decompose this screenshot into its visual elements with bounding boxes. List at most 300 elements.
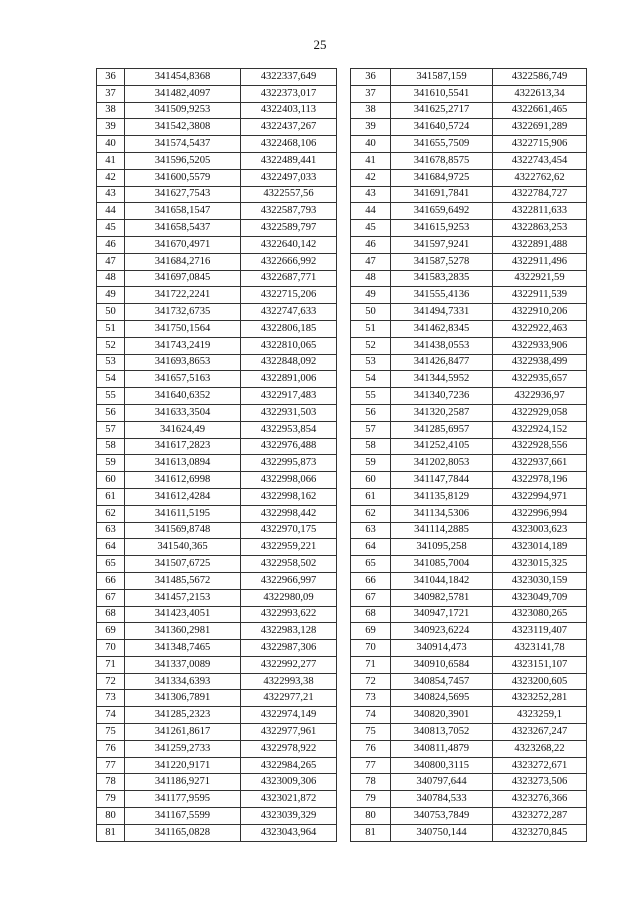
table-row xyxy=(97,119,337,136)
y-coordinate-cell: 4322924,152 xyxy=(493,421,587,438)
table-row xyxy=(97,388,337,405)
page-number: 25 xyxy=(313,37,327,52)
x-coordinate-cell: 341285,2323 xyxy=(125,707,241,724)
x-coordinate-cell: 341574,5437 xyxy=(125,136,241,153)
table-row xyxy=(97,337,337,354)
point-number-cell: 52 xyxy=(351,337,391,354)
x-coordinate-cell: 341610,5541 xyxy=(391,85,493,102)
point-number-cell: 39 xyxy=(97,119,125,136)
point-number-cell: 45 xyxy=(351,220,391,237)
point-number-cell: 56 xyxy=(351,404,391,421)
y-coordinate-cell: 4323080,265 xyxy=(493,606,587,623)
table-row xyxy=(351,69,587,86)
table-row xyxy=(97,203,337,220)
table-row xyxy=(97,707,337,724)
y-coordinate-cell: 4323021,872 xyxy=(241,791,337,808)
x-coordinate-cell: 341423,4051 xyxy=(125,606,241,623)
point-number-cell: 37 xyxy=(97,85,125,102)
point-number-cell: 37 xyxy=(351,85,391,102)
coordinates-table-left xyxy=(96,68,337,842)
y-coordinate-cell: 4322977,961 xyxy=(241,724,337,741)
point-number-cell: 59 xyxy=(97,455,125,472)
table-row xyxy=(97,774,337,791)
point-number-cell: 58 xyxy=(97,438,125,455)
table-row xyxy=(97,287,337,304)
point-number-cell: 46 xyxy=(351,236,391,253)
point-number-cell: 62 xyxy=(97,505,125,522)
point-number-cell: 72 xyxy=(351,673,391,690)
point-number-cell: 80 xyxy=(351,808,391,825)
point-number-cell: 64 xyxy=(351,539,391,556)
x-coordinate-cell: 340824,5695 xyxy=(391,690,493,707)
table-row xyxy=(97,589,337,606)
y-coordinate-cell: 4322995,873 xyxy=(241,455,337,472)
y-coordinate-cell: 4322911,496 xyxy=(493,253,587,270)
x-coordinate-cell: 341612,4284 xyxy=(125,488,241,505)
y-coordinate-cell: 4323043,964 xyxy=(241,824,337,841)
y-coordinate-cell: 4323119,407 xyxy=(493,623,587,640)
y-coordinate-cell: 4322586,749 xyxy=(493,69,587,86)
x-coordinate-cell: 341306,7891 xyxy=(125,690,241,707)
table-row xyxy=(351,539,587,556)
y-coordinate-cell: 4322993,38 xyxy=(241,673,337,690)
point-number-cell: 41 xyxy=(97,152,125,169)
y-coordinate-cell: 4322998,442 xyxy=(241,505,337,522)
table-row xyxy=(97,640,337,657)
x-coordinate-cell: 341596,5205 xyxy=(125,152,241,169)
y-coordinate-cell: 4322935,657 xyxy=(493,371,587,388)
table-row xyxy=(351,421,587,438)
table-row xyxy=(351,740,587,757)
table-row xyxy=(351,472,587,489)
y-coordinate-cell: 4323273,506 xyxy=(493,774,587,791)
x-coordinate-cell: 341555,4136 xyxy=(391,287,493,304)
x-coordinate-cell: 340982,5781 xyxy=(391,589,493,606)
x-coordinate-cell: 341640,5724 xyxy=(391,119,493,136)
table-row xyxy=(351,791,587,808)
point-number-cell: 70 xyxy=(97,640,125,657)
y-coordinate-cell: 4322811,633 xyxy=(493,203,587,220)
table-row xyxy=(97,354,337,371)
table-row xyxy=(97,102,337,119)
y-coordinate-cell: 4322938,499 xyxy=(493,354,587,371)
y-coordinate-cell: 4323003,623 xyxy=(493,522,587,539)
table-row xyxy=(351,136,587,153)
point-number-cell: 74 xyxy=(97,707,125,724)
point-number-cell: 39 xyxy=(351,119,391,136)
table-row xyxy=(97,320,337,337)
y-coordinate-cell: 4322917,483 xyxy=(241,388,337,405)
y-coordinate-cell: 4322959,221 xyxy=(241,539,337,556)
point-number-cell: 50 xyxy=(351,304,391,321)
point-number-cell: 53 xyxy=(351,354,391,371)
y-coordinate-cell: 4322715,206 xyxy=(241,287,337,304)
point-number-cell: 71 xyxy=(351,656,391,673)
y-coordinate-cell: 4322403,113 xyxy=(241,102,337,119)
y-coordinate-cell: 4322976,488 xyxy=(241,438,337,455)
table-row xyxy=(97,455,337,472)
y-coordinate-cell: 4322373,017 xyxy=(241,85,337,102)
point-number-cell: 79 xyxy=(97,791,125,808)
point-number-cell: 77 xyxy=(97,757,125,774)
y-coordinate-cell: 4322987,306 xyxy=(241,640,337,657)
table-row xyxy=(351,320,587,337)
y-coordinate-cell: 4323151,107 xyxy=(493,656,587,673)
table-row xyxy=(351,169,587,186)
table-row xyxy=(351,119,587,136)
y-coordinate-cell: 4322992,277 xyxy=(241,656,337,673)
table-row xyxy=(351,236,587,253)
table-row xyxy=(351,673,587,690)
point-number-cell: 65 xyxy=(351,556,391,573)
point-number-cell: 44 xyxy=(351,203,391,220)
y-coordinate-cell: 4322966,997 xyxy=(241,572,337,589)
x-coordinate-cell: 341348,7465 xyxy=(125,640,241,657)
x-coordinate-cell: 340750,144 xyxy=(391,824,493,841)
point-number-cell: 57 xyxy=(351,421,391,438)
point-number-cell: 40 xyxy=(97,136,125,153)
point-number-cell: 64 xyxy=(97,539,125,556)
table-row xyxy=(97,623,337,640)
y-coordinate-cell: 4323141,78 xyxy=(493,640,587,657)
table-row xyxy=(351,152,587,169)
x-coordinate-cell: 341655,7509 xyxy=(391,136,493,153)
y-coordinate-cell: 4323015,325 xyxy=(493,556,587,573)
table-row xyxy=(351,102,587,119)
table-row xyxy=(97,505,337,522)
y-coordinate-cell: 4322687,771 xyxy=(241,270,337,287)
table-row xyxy=(97,404,337,421)
x-coordinate-cell: 341540,365 xyxy=(125,539,241,556)
x-coordinate-cell: 341344,5952 xyxy=(391,371,493,388)
point-number-cell: 73 xyxy=(97,690,125,707)
y-coordinate-cell: 4322994,971 xyxy=(493,488,587,505)
x-coordinate-cell: 341167,5599 xyxy=(125,808,241,825)
y-coordinate-cell: 4323014,189 xyxy=(493,539,587,556)
table-row xyxy=(351,85,587,102)
y-coordinate-cell: 4322993,622 xyxy=(241,606,337,623)
x-coordinate-cell: 341135,8129 xyxy=(391,488,493,505)
x-coordinate-cell: 341114,2885 xyxy=(391,522,493,539)
x-coordinate-cell: 341320,2587 xyxy=(391,404,493,421)
table-row xyxy=(351,186,587,203)
point-number-cell: 42 xyxy=(351,169,391,186)
table-row xyxy=(97,304,337,321)
table-row xyxy=(351,707,587,724)
table-row xyxy=(97,606,337,623)
point-number-cell: 66 xyxy=(351,572,391,589)
x-coordinate-cell: 341624,49 xyxy=(125,421,241,438)
y-coordinate-cell: 4322743,454 xyxy=(493,152,587,169)
y-coordinate-cell: 4322747,633 xyxy=(241,304,337,321)
table-row xyxy=(351,455,587,472)
table-row xyxy=(97,472,337,489)
table-row xyxy=(97,724,337,741)
table-row xyxy=(351,220,587,237)
point-number-cell: 53 xyxy=(97,354,125,371)
point-number-cell: 36 xyxy=(351,69,391,86)
point-number-cell: 49 xyxy=(97,287,125,304)
point-number-cell: 70 xyxy=(351,640,391,657)
point-number-cell: 68 xyxy=(351,606,391,623)
table-row xyxy=(351,388,587,405)
table-row xyxy=(351,404,587,421)
y-coordinate-cell: 4322437,267 xyxy=(241,119,337,136)
x-coordinate-cell: 341750,1564 xyxy=(125,320,241,337)
y-coordinate-cell: 4322937,661 xyxy=(493,455,587,472)
x-coordinate-cell: 341600,5579 xyxy=(125,169,241,186)
y-coordinate-cell: 4322911,539 xyxy=(493,287,587,304)
table-row xyxy=(97,253,337,270)
y-coordinate-cell: 4323030,159 xyxy=(493,572,587,589)
y-coordinate-cell: 4322715,906 xyxy=(493,136,587,153)
x-coordinate-cell: 341509,9253 xyxy=(125,102,241,119)
point-number-cell: 44 xyxy=(97,203,125,220)
point-number-cell: 63 xyxy=(97,522,125,539)
table-row xyxy=(97,740,337,757)
table-row xyxy=(351,488,587,505)
y-coordinate-cell: 4322891,006 xyxy=(241,371,337,388)
x-coordinate-cell: 341482,4097 xyxy=(125,85,241,102)
table-row xyxy=(97,220,337,237)
table-row xyxy=(351,757,587,774)
table-row xyxy=(351,371,587,388)
table-row xyxy=(351,287,587,304)
y-coordinate-cell: 4322489,441 xyxy=(241,152,337,169)
y-coordinate-cell: 4322936,97 xyxy=(493,388,587,405)
x-coordinate-cell: 341202,8053 xyxy=(391,455,493,472)
point-number-cell: 63 xyxy=(351,522,391,539)
table-row xyxy=(97,186,337,203)
point-number-cell: 54 xyxy=(97,371,125,388)
x-coordinate-cell: 341684,2716 xyxy=(125,253,241,270)
point-number-cell: 81 xyxy=(351,824,391,841)
y-coordinate-cell: 4322863,253 xyxy=(493,220,587,237)
y-coordinate-cell: 4322762,62 xyxy=(493,169,587,186)
x-coordinate-cell: 341587,159 xyxy=(391,69,493,86)
table-row xyxy=(351,522,587,539)
y-coordinate-cell: 4322931,503 xyxy=(241,404,337,421)
point-number-cell: 78 xyxy=(351,774,391,791)
x-coordinate-cell: 341615,9253 xyxy=(391,220,493,237)
table-row xyxy=(351,774,587,791)
table-row xyxy=(97,556,337,573)
table-row xyxy=(97,438,337,455)
point-number-cell: 61 xyxy=(97,488,125,505)
point-number-cell: 42 xyxy=(97,169,125,186)
x-coordinate-cell: 341613,0894 xyxy=(125,455,241,472)
x-coordinate-cell: 340914,473 xyxy=(391,640,493,657)
point-number-cell: 55 xyxy=(97,388,125,405)
y-coordinate-cell: 4322974,149 xyxy=(241,707,337,724)
table-row xyxy=(351,438,587,455)
x-coordinate-cell: 340910,6584 xyxy=(391,656,493,673)
table-row xyxy=(97,824,337,841)
table-row xyxy=(351,808,587,825)
x-coordinate-cell: 340820,3901 xyxy=(391,707,493,724)
table-row xyxy=(97,136,337,153)
x-coordinate-cell: 341252,4105 xyxy=(391,438,493,455)
point-number-cell: 81 xyxy=(97,824,125,841)
point-number-cell: 59 xyxy=(351,455,391,472)
y-coordinate-cell: 4323039,329 xyxy=(241,808,337,825)
y-coordinate-cell: 4322661,465 xyxy=(493,102,587,119)
y-coordinate-cell: 4323272,671 xyxy=(493,757,587,774)
x-coordinate-cell: 341462,8345 xyxy=(391,320,493,337)
table-row xyxy=(97,69,337,86)
y-coordinate-cell: 4322613,34 xyxy=(493,85,587,102)
point-number-cell: 51 xyxy=(351,320,391,337)
x-coordinate-cell: 341134,5306 xyxy=(391,505,493,522)
point-number-cell: 76 xyxy=(97,740,125,757)
x-coordinate-cell: 341285,6957 xyxy=(391,421,493,438)
point-number-cell: 78 xyxy=(97,774,125,791)
y-coordinate-cell: 4322980,09 xyxy=(241,589,337,606)
x-coordinate-cell: 341691,7841 xyxy=(391,186,493,203)
point-number-cell: 75 xyxy=(97,724,125,741)
point-number-cell: 47 xyxy=(97,253,125,270)
point-number-cell: 61 xyxy=(351,488,391,505)
table-row xyxy=(97,488,337,505)
x-coordinate-cell: 341454,8368 xyxy=(125,69,241,86)
table-row xyxy=(351,354,587,371)
table-row xyxy=(97,757,337,774)
x-coordinate-cell: 341485,5672 xyxy=(125,572,241,589)
y-coordinate-cell: 4322953,854 xyxy=(241,421,337,438)
table-row xyxy=(97,791,337,808)
coordinates-table-right xyxy=(350,68,587,842)
table-row xyxy=(97,236,337,253)
x-coordinate-cell: 340800,3115 xyxy=(391,757,493,774)
x-coordinate-cell: 341743,2419 xyxy=(125,337,241,354)
point-number-cell: 79 xyxy=(351,791,391,808)
x-coordinate-cell: 341658,1547 xyxy=(125,203,241,220)
x-coordinate-cell: 340797,644 xyxy=(391,774,493,791)
x-coordinate-cell: 341617,2823 xyxy=(125,438,241,455)
y-coordinate-cell: 4323200,605 xyxy=(493,673,587,690)
y-coordinate-cell: 4322497,033 xyxy=(241,169,337,186)
x-coordinate-cell: 341659,6492 xyxy=(391,203,493,220)
x-coordinate-cell: 341085,7004 xyxy=(391,556,493,573)
y-coordinate-cell: 4322998,066 xyxy=(241,472,337,489)
table-row xyxy=(97,152,337,169)
table-row xyxy=(351,505,587,522)
table-row xyxy=(97,572,337,589)
table-row xyxy=(351,337,587,354)
point-number-cell: 73 xyxy=(351,690,391,707)
table-row xyxy=(97,371,337,388)
x-coordinate-cell: 341507,6725 xyxy=(125,556,241,573)
y-coordinate-cell: 4322589,797 xyxy=(241,220,337,237)
point-number-cell: 52 xyxy=(97,337,125,354)
x-coordinate-cell: 340947,1721 xyxy=(391,606,493,623)
x-coordinate-cell: 340813,7052 xyxy=(391,724,493,741)
x-coordinate-cell: 341612,6998 xyxy=(125,472,241,489)
x-coordinate-cell: 341597,9241 xyxy=(391,236,493,253)
point-number-cell: 50 xyxy=(97,304,125,321)
x-coordinate-cell: 341697,0845 xyxy=(125,270,241,287)
x-coordinate-cell: 341722,2241 xyxy=(125,287,241,304)
table-row xyxy=(351,824,587,841)
point-number-cell: 43 xyxy=(97,186,125,203)
x-coordinate-cell: 341684,9725 xyxy=(391,169,493,186)
x-coordinate-cell: 341220,9171 xyxy=(125,757,241,774)
y-coordinate-cell: 4323259,1 xyxy=(493,707,587,724)
table-row xyxy=(351,304,587,321)
point-number-cell: 54 xyxy=(351,371,391,388)
point-number-cell: 62 xyxy=(351,505,391,522)
point-number-cell: 41 xyxy=(351,152,391,169)
x-coordinate-cell: 341627,7543 xyxy=(125,186,241,203)
x-coordinate-cell: 341625,2717 xyxy=(391,102,493,119)
x-coordinate-cell: 341259,2733 xyxy=(125,740,241,757)
y-coordinate-cell: 4322640,142 xyxy=(241,236,337,253)
point-number-cell: 77 xyxy=(351,757,391,774)
x-coordinate-cell: 341165,0828 xyxy=(125,824,241,841)
point-number-cell: 65 xyxy=(97,556,125,573)
y-coordinate-cell: 4323009,306 xyxy=(241,774,337,791)
y-coordinate-cell: 4322337,649 xyxy=(241,69,337,86)
point-number-cell: 55 xyxy=(351,388,391,405)
point-number-cell: 38 xyxy=(97,102,125,119)
point-number-cell: 48 xyxy=(351,270,391,287)
y-coordinate-cell: 4322691,289 xyxy=(493,119,587,136)
point-number-cell: 40 xyxy=(351,136,391,153)
y-coordinate-cell: 4322848,092 xyxy=(241,354,337,371)
point-number-cell: 46 xyxy=(97,236,125,253)
x-coordinate-cell: 341426,8477 xyxy=(391,354,493,371)
point-number-cell: 57 xyxy=(97,421,125,438)
x-coordinate-cell: 341095,258 xyxy=(391,539,493,556)
x-coordinate-cell: 341693,8653 xyxy=(125,354,241,371)
table-row xyxy=(351,270,587,287)
table-row xyxy=(351,589,587,606)
y-coordinate-cell: 4322810,065 xyxy=(241,337,337,354)
table-row xyxy=(97,270,337,287)
y-coordinate-cell: 4323049,709 xyxy=(493,589,587,606)
y-coordinate-cell: 4322557,56 xyxy=(241,186,337,203)
point-number-cell: 58 xyxy=(351,438,391,455)
y-coordinate-cell: 4322998,162 xyxy=(241,488,337,505)
y-coordinate-cell: 4322928,556 xyxy=(493,438,587,455)
point-number-cell: 43 xyxy=(351,186,391,203)
y-coordinate-cell: 4322784,727 xyxy=(493,186,587,203)
y-coordinate-cell: 4322933,906 xyxy=(493,337,587,354)
x-coordinate-cell: 341457,2153 xyxy=(125,589,241,606)
x-coordinate-cell: 341658,5437 xyxy=(125,220,241,237)
y-coordinate-cell: 4322468,106 xyxy=(241,136,337,153)
x-coordinate-cell: 341044,1842 xyxy=(391,572,493,589)
y-coordinate-cell: 4322921,59 xyxy=(493,270,587,287)
point-number-cell: 56 xyxy=(97,404,125,421)
table-row xyxy=(97,539,337,556)
table-row xyxy=(97,522,337,539)
x-coordinate-cell: 341334,6393 xyxy=(125,673,241,690)
x-coordinate-cell: 341337,0089 xyxy=(125,656,241,673)
y-coordinate-cell: 4323268,22 xyxy=(493,740,587,757)
y-coordinate-cell: 4322958,502 xyxy=(241,556,337,573)
table-row xyxy=(97,421,337,438)
y-coordinate-cell: 4322891,488 xyxy=(493,236,587,253)
point-number-cell: 67 xyxy=(351,589,391,606)
y-coordinate-cell: 4322978,196 xyxy=(493,472,587,489)
y-coordinate-cell: 4322977,21 xyxy=(241,690,337,707)
y-coordinate-cell: 4322922,463 xyxy=(493,320,587,337)
y-coordinate-cell: 4322996,994 xyxy=(493,505,587,522)
point-number-cell: 75 xyxy=(351,724,391,741)
point-number-cell: 48 xyxy=(97,270,125,287)
table-row xyxy=(351,640,587,657)
